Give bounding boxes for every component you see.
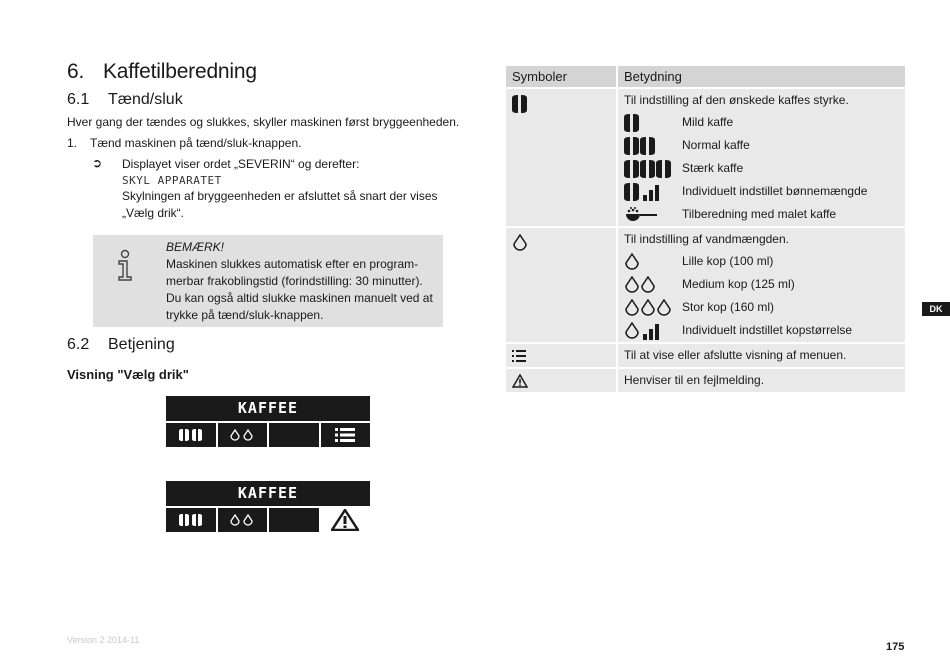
strong-coffee-icon bbox=[624, 160, 672, 178]
display-empty-cell bbox=[269, 508, 319, 532]
display-text-rinse: SKYL APPARATET bbox=[122, 174, 222, 187]
table-row-strength bbox=[506, 89, 905, 228]
result-arrow-icon: ➲ bbox=[92, 156, 103, 170]
list-item bbox=[624, 157, 905, 180]
warning-icon bbox=[331, 509, 359, 531]
display-water-cell bbox=[218, 423, 268, 447]
note-line: trykke på tænd/sluk-knappen. bbox=[166, 308, 324, 322]
normal-coffee-icon bbox=[624, 137, 656, 155]
table-header-symbols: Symboler bbox=[506, 66, 618, 89]
mild-coffee-icon bbox=[624, 114, 640, 132]
subsection-heading-6-1 bbox=[67, 91, 183, 109]
small-cup-icon bbox=[624, 253, 640, 271]
error-meaning: Henviser til en fejlmelding. bbox=[618, 369, 905, 394]
item-label: Stærk kaffe bbox=[682, 161, 744, 175]
machine-display-menu bbox=[166, 396, 370, 447]
item-label: Individuelt indstillet bønnemængde bbox=[682, 184, 868, 198]
water-title: Til indstilling af vandmængden. bbox=[624, 232, 789, 246]
water-icon bbox=[512, 234, 528, 252]
display-menu-cell bbox=[321, 423, 371, 447]
display-strength-cell bbox=[166, 508, 216, 532]
result-line-2: Skylningen af bryggeenheden er afsluttet så snart der vises bbox=[122, 189, 438, 203]
section-number: 6. bbox=[67, 60, 85, 83]
item-label: Tilberedning med malet kaffe bbox=[682, 207, 837, 221]
subsection-heading-6-2 bbox=[67, 336, 175, 354]
medium-cup-icon bbox=[624, 276, 656, 294]
menu-meaning: Til at vise eller afslutte visning af menuen. bbox=[618, 344, 905, 369]
display-empty-cell bbox=[269, 423, 319, 447]
section-title: Kaffetilberedning bbox=[103, 60, 257, 83]
note-line: Maskinen slukkes automatisk efter en program- bbox=[166, 257, 419, 271]
display-subheading: Visning "Vælg drik" bbox=[67, 367, 189, 382]
subsection-title: Tænd/sluk bbox=[108, 91, 183, 108]
water-icon bbox=[229, 514, 255, 527]
result-line-1: Displayet viser ordet „SEVERIN“ og derefter: bbox=[122, 157, 360, 171]
info-icon bbox=[115, 249, 135, 281]
individual-cup-icon bbox=[624, 322, 660, 340]
large-cup-icon bbox=[624, 299, 672, 317]
display-title: KAFFEE bbox=[166, 396, 370, 421]
item-label: Individuelt indstillet kopstørrelse bbox=[682, 323, 853, 337]
item-label: Lille kop (100 ml) bbox=[682, 254, 774, 268]
item-label: Medium kop (125 ml) bbox=[682, 277, 795, 291]
menu-icon bbox=[512, 350, 526, 362]
list-item bbox=[624, 134, 905, 157]
warning-icon bbox=[512, 374, 528, 388]
version-label: Version 2 2014-11 bbox=[67, 635, 140, 645]
list-item bbox=[624, 180, 905, 203]
note-box bbox=[93, 235, 443, 327]
list-item bbox=[624, 296, 905, 319]
display-warning-cell bbox=[321, 508, 371, 532]
ground-coffee-icon bbox=[624, 207, 658, 223]
section-heading bbox=[67, 60, 257, 84]
result-line-3: „Vælg drik“. bbox=[122, 206, 185, 220]
individual-bean-icon bbox=[624, 183, 660, 201]
step-number: 1. bbox=[67, 136, 78, 150]
machine-display-error bbox=[166, 481, 370, 532]
strength-icon bbox=[178, 514, 204, 526]
table-row-water bbox=[506, 228, 905, 344]
language-tab: DK bbox=[922, 302, 950, 316]
display-water-cell bbox=[218, 508, 268, 532]
strength-icon bbox=[178, 429, 204, 441]
intro-paragraph: Hver gang der tændes og slukkes, skyller maskinen først bryggeenheden. bbox=[67, 115, 460, 129]
list-item bbox=[624, 203, 905, 226]
result-block bbox=[122, 156, 452, 222]
item-label: Stor kop (160 ml) bbox=[682, 300, 775, 314]
step-text: Tænd maskinen på tænd/sluk-knappen. bbox=[90, 136, 302, 150]
display-title: KAFFEE bbox=[166, 481, 370, 506]
subsection-title: Betjening bbox=[108, 336, 175, 353]
water-icon bbox=[229, 429, 255, 442]
note-text bbox=[166, 239, 436, 324]
subsection-number: 6.2 bbox=[67, 336, 90, 353]
symbols-table bbox=[506, 66, 905, 394]
table-row-error bbox=[506, 369, 905, 394]
table-header-meaning: Betydning bbox=[618, 66, 905, 89]
item-label: Normal kaffe bbox=[682, 138, 750, 152]
list-item bbox=[624, 111, 905, 134]
table-row-menu bbox=[506, 344, 905, 369]
menu-icon bbox=[335, 427, 355, 443]
page-number: 175 bbox=[886, 641, 905, 653]
list-item bbox=[624, 273, 905, 296]
note-title: BEMÆRK! bbox=[166, 240, 225, 254]
strength-icon bbox=[512, 95, 528, 113]
step-1 bbox=[67, 135, 301, 152]
list-item bbox=[624, 250, 905, 273]
note-line: merbar frakoblingstid (forindstilling: 30 minutter). bbox=[166, 274, 423, 288]
item-label: Mild kaffe bbox=[682, 115, 734, 129]
display-strength-cell bbox=[166, 423, 216, 447]
note-line: Du kan også altid slukke maskinen manuelt ved at bbox=[166, 291, 433, 305]
strength-title: Til indstilling af den ønskede kaffes styrke. bbox=[624, 93, 849, 107]
list-item bbox=[624, 319, 905, 342]
subsection-number: 6.1 bbox=[67, 91, 90, 108]
